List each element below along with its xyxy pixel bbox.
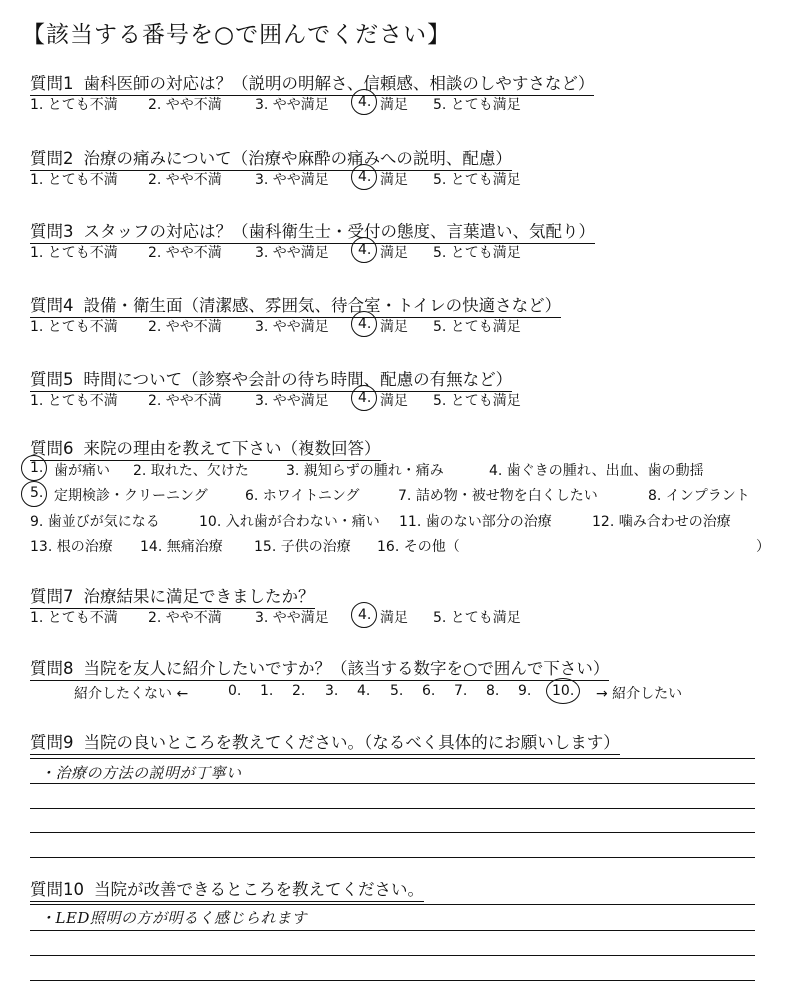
question-number: 質問7 [30, 587, 74, 606]
writing-line [30, 758, 755, 759]
writing-line [30, 904, 755, 905]
reason-option[interactable]: 5. [30, 485, 44, 501]
reason-option[interactable]: 1. [30, 460, 44, 476]
question-text: 来院の理由を教えて下さい（複数回答） [83, 439, 381, 458]
question-text: 当院を友人に紹介したいですか？（該当する数字を○で囲んで下さい） [83, 659, 610, 678]
rating-option[interactable]: 満足 [380, 319, 408, 335]
scale-number[interactable]: 10. [552, 683, 575, 699]
scale-number[interactable]: 3. [325, 683, 339, 699]
writing-line [30, 832, 755, 833]
question-title [30, 292, 561, 318]
writing-line [30, 857, 755, 858]
instruction-header: 【該当する番号を○で囲んでください】 [22, 22, 452, 48]
scale-number[interactable]: 2. [292, 683, 306, 699]
question-number: 質問9 [30, 733, 74, 752]
reason-option[interactable]: 定期検診・クリーニング [54, 488, 208, 504]
rating-option[interactable]: 満足 [380, 172, 408, 188]
rating-option[interactable]: 4. [358, 94, 372, 110]
question-number: 質問2 [30, 149, 74, 168]
question-title [30, 435, 381, 461]
reason-option[interactable]: 15. 子供の治療 [254, 539, 351, 555]
rating-option[interactable]: 4. [358, 316, 372, 332]
handwritten-answer[interactable]: ・LED照明の方が明るく感じられます [40, 909, 307, 927]
rating-option[interactable]: 満足 [380, 245, 408, 261]
reason-option[interactable]: 10. 入れ歯が合わない・痛い [199, 514, 380, 530]
reason-option[interactable]: 12. 噛み合わせの治療 [592, 514, 731, 530]
writing-line [30, 930, 755, 931]
question-title [30, 70, 594, 96]
question-text: 当院の良いところを教えてください。（なるべく具体的にお願いします） [83, 733, 620, 752]
scale-number[interactable]: 1. [260, 683, 274, 699]
rating-option[interactable]: 3. やや満足 [255, 393, 329, 409]
question-title [30, 729, 620, 755]
question-number: 質問10 [30, 880, 84, 899]
question-text: 治療の痛みについて（治療や麻酔の痛みへの説明、配慮） [83, 149, 512, 168]
question-title [30, 145, 512, 171]
reason-option[interactable]: 11. 歯のない部分の治療 [399, 514, 552, 530]
rating-option[interactable]: 2. やや不満 [148, 97, 222, 113]
rating-option[interactable]: 1. とても不満 [30, 319, 118, 335]
reason-option[interactable]: 9. 歯並びが気になる [30, 514, 160, 530]
reason-option[interactable]: 6. ホワイトニング [245, 488, 360, 504]
reason-option[interactable]: 2. 取れた、欠けた [133, 463, 249, 479]
question-number: 質問6 [30, 439, 74, 458]
reason-option[interactable]: 3. 親知らずの腫れ・痛み [286, 463, 444, 479]
rating-option[interactable]: 1. とても不満 [30, 172, 118, 188]
rating-option[interactable]: 5. とても満足 [433, 97, 521, 113]
rating-option[interactable]: 1. とても不満 [30, 610, 118, 626]
reason-option[interactable]: 14. 無痛治療 [140, 539, 223, 555]
scale-number[interactable]: 7. [454, 683, 468, 699]
reason-option[interactable]: 16. その他（ [377, 539, 460, 555]
handwritten-answer[interactable]: ・治療の方法の説明が丁寧い [40, 764, 242, 782]
rating-option[interactable]: 4. [358, 242, 372, 258]
rating-option[interactable]: 5. とても満足 [433, 245, 521, 261]
rating-option[interactable]: 1. とても不満 [30, 97, 118, 113]
rating-option[interactable]: 2. やや不満 [148, 245, 222, 261]
question-text: 治療結果に満足できましたか？ [83, 587, 315, 606]
question-title [30, 655, 609, 681]
question-text: スタッフの対応は？（歯科衛生士・受付の態度、言葉遣い、気配り） [83, 222, 595, 241]
writing-line [30, 955, 755, 956]
rating-option[interactable]: 満足 [380, 97, 408, 113]
writing-line [30, 783, 755, 784]
rating-option[interactable]: 3. やや満足 [255, 172, 329, 188]
question-text: 歯科医師の対応は？（説明の明解さ、信頼感、相談のしやすさなど） [83, 74, 595, 93]
reason-option[interactable]: 7. 詰め物・被せ物を白くしたい [398, 488, 598, 504]
rating-option[interactable]: 4. [358, 390, 372, 406]
writing-line [30, 980, 755, 981]
rating-option[interactable]: 2. やや不満 [148, 172, 222, 188]
scale-number[interactable]: 8. [486, 683, 500, 699]
question-number: 質問8 [30, 659, 74, 678]
scale-number[interactable]: 6. [422, 683, 436, 699]
scale-number[interactable]: 0. [228, 683, 242, 699]
question-number: 質問4 [30, 296, 74, 315]
rating-option[interactable]: 3. やや満足 [255, 610, 329, 626]
question-text: 設備・衛生面（清潔感、雰囲気、待合室・トイレの快適さなど） [83, 296, 562, 315]
question-text: 当院が改善できるところを教えてください。 [94, 880, 424, 899]
reason-option[interactable]: 13. 根の治療 [30, 539, 113, 555]
rating-option[interactable]: 1. とても不満 [30, 393, 118, 409]
scale-right-label: → 紹介したい [596, 686, 683, 702]
writing-line [30, 808, 755, 809]
question-number: 質問1 [30, 74, 74, 93]
rating-option[interactable]: 4. [358, 169, 372, 185]
rating-option[interactable]: 3. やや満足 [255, 319, 329, 335]
rating-option[interactable]: 3. やや満足 [255, 97, 329, 113]
question-title [30, 583, 315, 609]
reason-option[interactable]: 4. 歯ぐきの腫れ、出血、歯の動揺 [489, 463, 704, 479]
rating-option[interactable]: 1. とても不満 [30, 245, 118, 261]
reason-option[interactable]: 歯が痛い [54, 463, 110, 479]
scale-number[interactable]: 5. [390, 683, 404, 699]
scale-left-label: 紹介したくない ← [74, 686, 189, 702]
question-title [30, 876, 424, 902]
question-number: 質問3 [30, 222, 74, 241]
rating-option[interactable]: 2. やや不満 [148, 393, 222, 409]
question-number: 質問5 [30, 370, 74, 389]
rating-option[interactable]: 満足 [380, 610, 408, 626]
reason-option[interactable]: ） [756, 539, 770, 555]
scale-number[interactable]: 4. [357, 683, 371, 699]
rating-option[interactable]: 5. とても満足 [433, 319, 521, 335]
rating-option[interactable]: 2. やや不満 [148, 610, 222, 626]
rating-option[interactable]: 満足 [380, 393, 408, 409]
scale-number[interactable]: 9. [518, 683, 532, 699]
rating-option[interactable]: 2. やや不満 [148, 319, 222, 335]
question-title [30, 218, 595, 244]
question-title [30, 366, 512, 392]
rating-option[interactable]: 5. とても満足 [433, 172, 521, 188]
rating-option[interactable]: 5. とても満足 [433, 393, 521, 409]
rating-option[interactable]: 4. [358, 607, 372, 623]
question-text: 時間について（診察や会計の待ち時間、配慮の有無など） [83, 370, 513, 389]
rating-option[interactable]: 5. とても満足 [433, 610, 521, 626]
rating-option[interactable]: 3. やや満足 [255, 245, 329, 261]
reason-option[interactable]: 8. インプラント [648, 488, 750, 504]
